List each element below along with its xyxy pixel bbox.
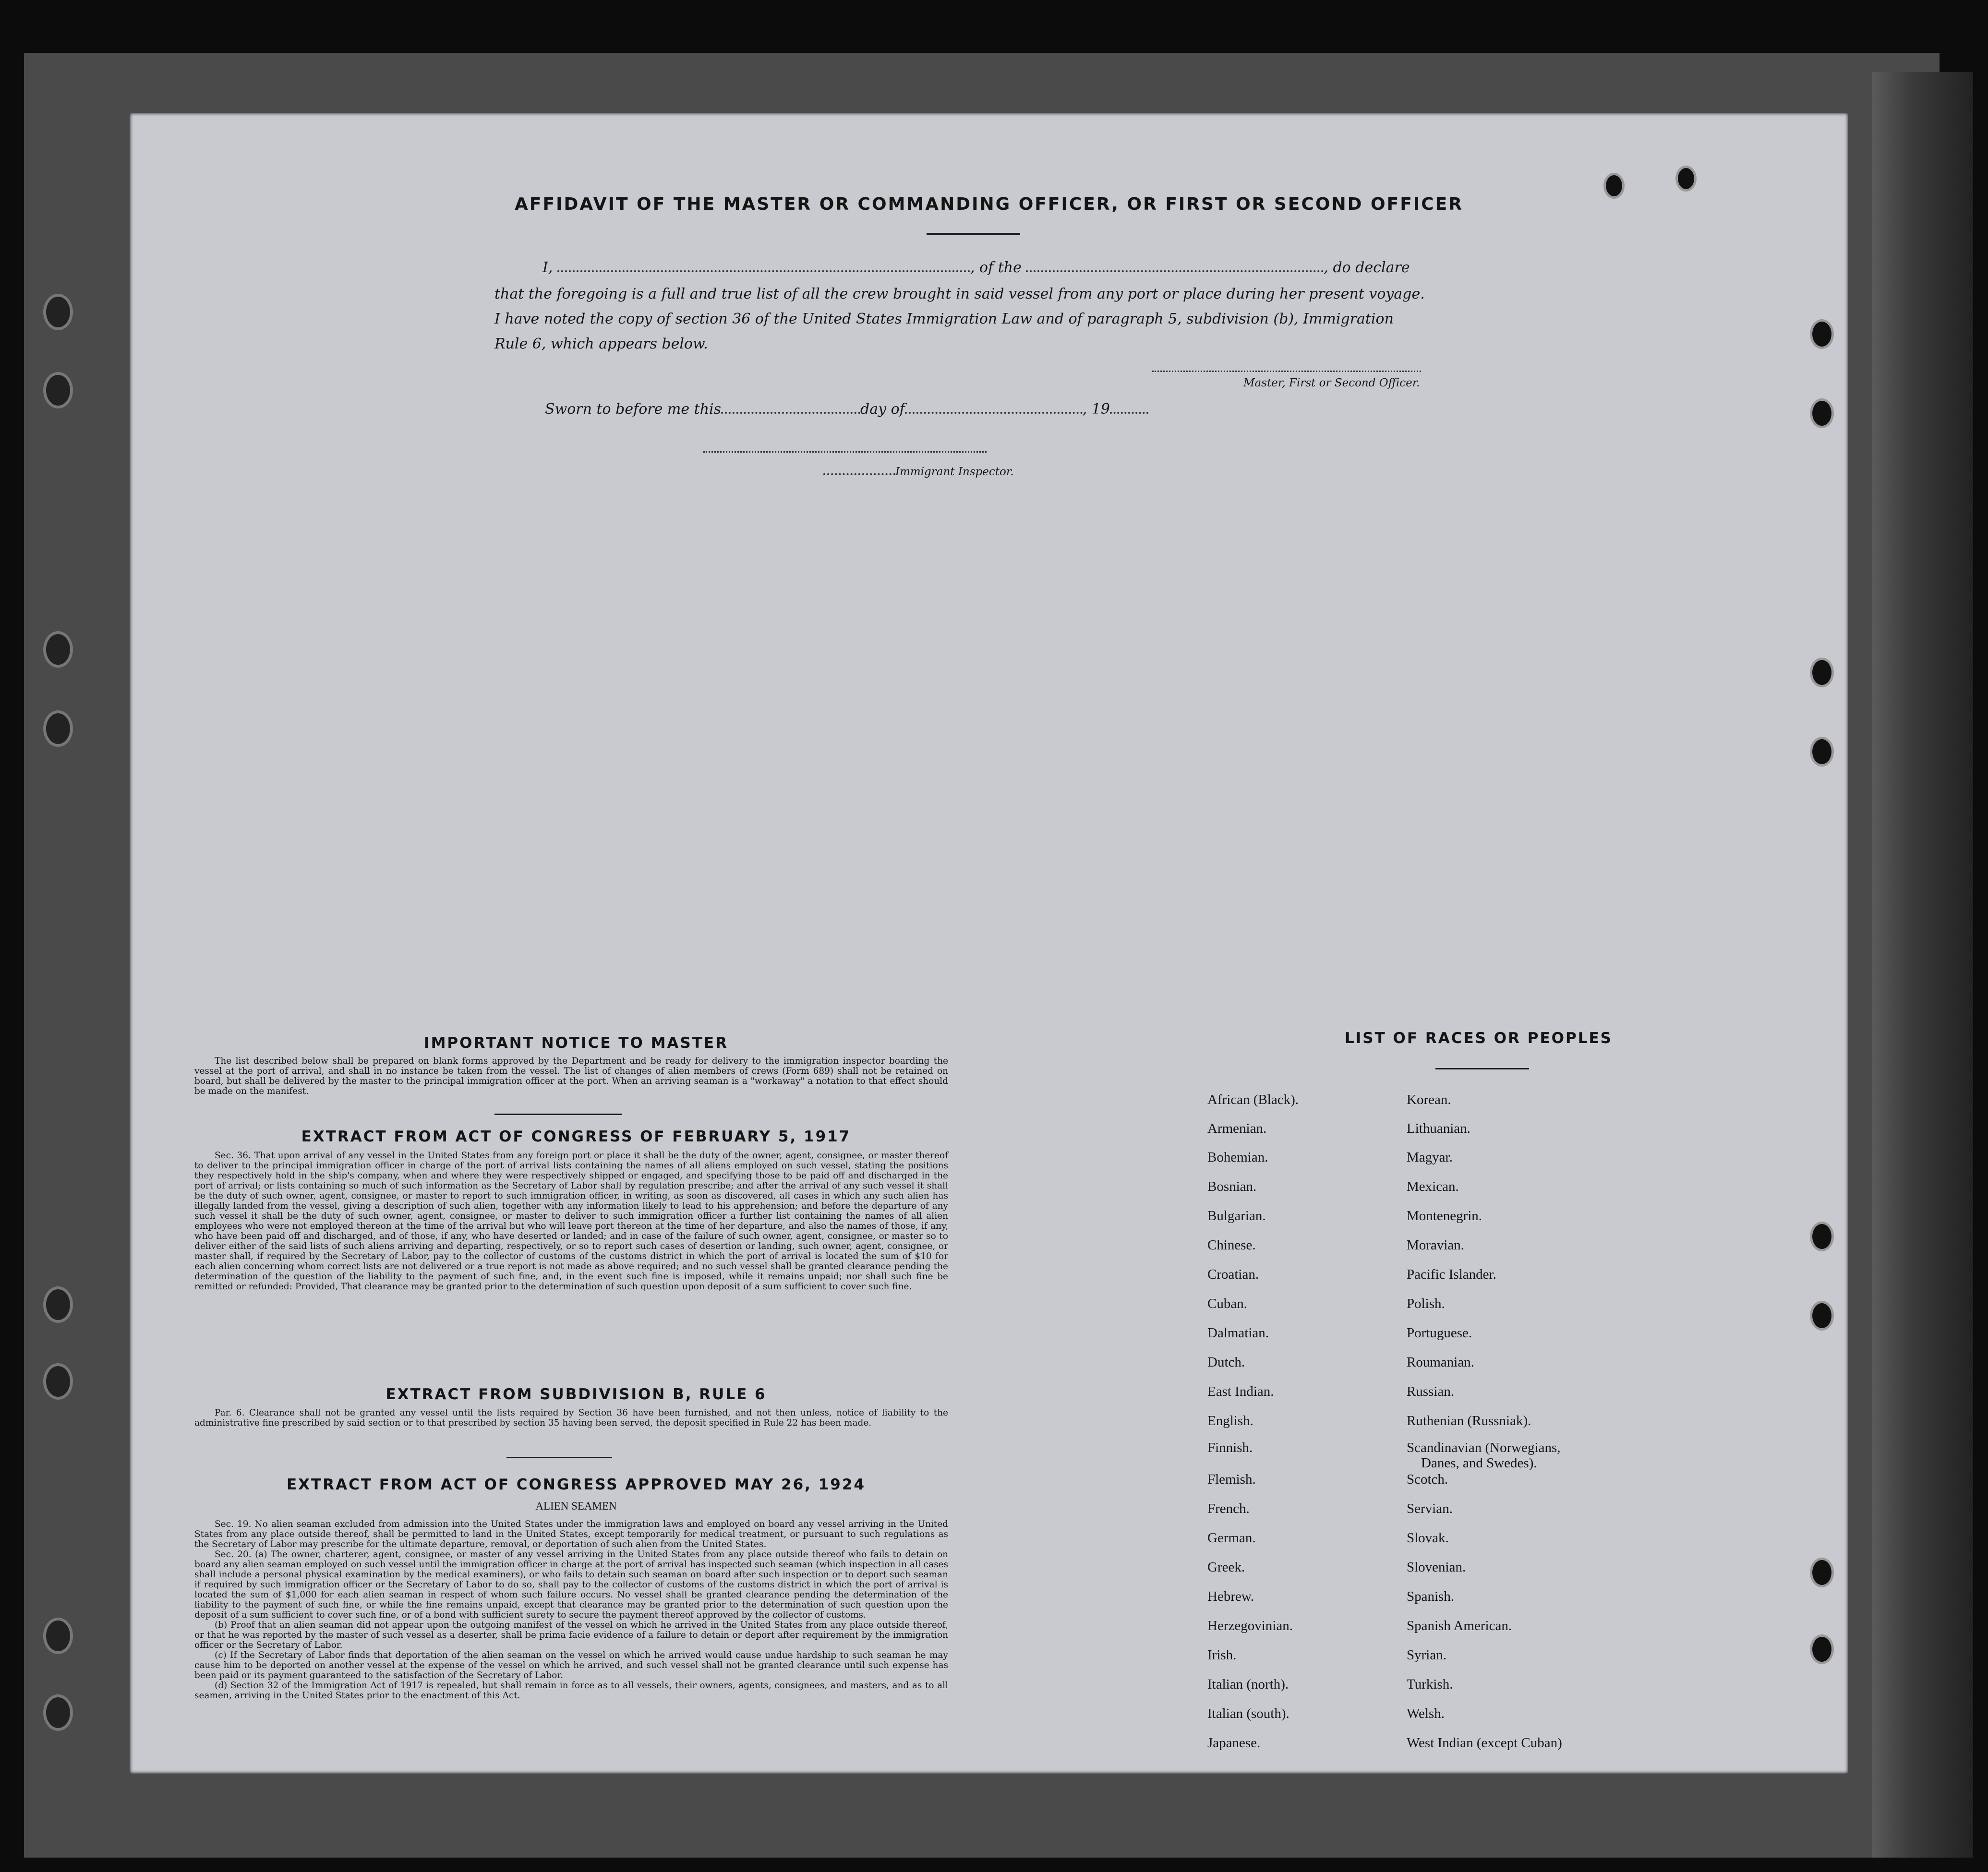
signature-caption: Master, First or Second Officer.	[1243, 377, 1420, 389]
extract-1924-title: EXTRACT FROM ACT OF CONGRESS APPROVED MAY 26, 1924	[286, 1476, 866, 1493]
race-item: Slovak.	[1407, 1530, 1449, 1546]
do-declare-label: , do declare	[1324, 259, 1410, 276]
race-item: Greek.	[1207, 1560, 1245, 1575]
race-item: West Indian (except Cuban)	[1407, 1735, 1562, 1751]
race-item: Bohemian.	[1207, 1150, 1268, 1165]
race-item: Dalmatian.	[1207, 1325, 1269, 1341]
race-item: Irish.	[1207, 1647, 1237, 1663]
race-item: Lithuanian.	[1407, 1121, 1470, 1136]
race-item: Russian.	[1407, 1384, 1455, 1399]
race-item: Danes, and Swedes).	[1421, 1455, 1537, 1471]
race-item: Cuban.	[1207, 1296, 1247, 1311]
punch-hole	[43, 1618, 73, 1654]
affidavit-line-3: I have noted the copy of section 36 of the United States Immigration Law and of paragraph 5, subdivision (b), Immigration	[494, 311, 1394, 327]
punch-hole	[43, 372, 73, 408]
sworn-line	[545, 401, 1148, 418]
race-item: Bosnian.	[1207, 1179, 1257, 1194]
punch-hole	[1810, 1634, 1834, 1664]
race-item: Slovenian.	[1407, 1560, 1466, 1575]
name-field[interactable]	[557, 260, 970, 272]
punch-hole	[1810, 319, 1834, 349]
race-item: Bulgarian.	[1207, 1208, 1266, 1224]
month-field[interactable]	[905, 401, 1083, 414]
race-item: Dutch.	[1207, 1355, 1245, 1370]
notice-text: The list described below shall be prepared on blank forms approved by the Department and be ready for delivery to the immigration inspector boarding the vessel at the port of arrival, and shall in no instance be taken from the vessel. The list of changes of alien members of crews (Form 689) shall not be retained on board, but shall be delivered by the master to the principal immigration officer at the port. When an arriving seaman is a "workaway" a notation to that effect should be made on the manifest.	[194, 1056, 948, 1096]
race-item: Ruthenian (Russniak).	[1407, 1413, 1531, 1428]
race-item: Montenegrin.	[1407, 1208, 1482, 1224]
extract-1924-paragraph: (d) Section 32 of the Immigration Act of 1917 is repealed, but shall remain in force as to all vessels, their owners, agents, consignees, and masters, and as to all seamen, arriving in the United States prior to the enactment of this Act.	[194, 1680, 948, 1701]
race-item: Turkish.	[1407, 1677, 1453, 1692]
race-item: Portuguese.	[1407, 1325, 1472, 1341]
punch-hole	[43, 710, 73, 747]
extract-1924-body	[194, 1519, 948, 1701]
divider	[1435, 1068, 1529, 1069]
race-item: Italian (south).	[1207, 1706, 1289, 1721]
race-item: Spanish American.	[1407, 1618, 1512, 1633]
vessel-field[interactable]	[1026, 260, 1324, 272]
binder-edge	[1872, 72, 1973, 1858]
punch-hole	[1675, 166, 1697, 192]
races-title: LIST OF RACES OR PEOPLES	[1344, 1030, 1613, 1047]
punch-hole	[1810, 1558, 1834, 1587]
document-sheet	[130, 113, 1848, 1774]
affidavit-title: AFFIDAVIT OF THE MASTER OR COMMANDING OFFICER, OR FIRST OR SECOND OFFICER	[515, 194, 1463, 214]
race-item: Finnish.	[1207, 1440, 1253, 1455]
race-item: Korean.	[1407, 1092, 1451, 1107]
race-item: Scotch.	[1407, 1472, 1448, 1487]
punch-hole	[43, 1694, 73, 1731]
sworn-label: Sworn to before me this	[545, 401, 722, 418]
race-item: African (Black).	[1207, 1092, 1299, 1107]
race-item: Herzegovinian.	[1207, 1618, 1293, 1633]
race-item: Hebrew.	[1207, 1589, 1254, 1604]
alien-seamen-subtitle: ALIEN SEAMEN	[535, 1500, 617, 1512]
day-of-label: day of	[860, 401, 905, 418]
subdivision-text: Par. 6. Clearance shall not be granted any vessel until the lists required by Section 36 have been furnished, and not then unless, notice of liability to the administrative fine prescribed by said section or to that prescribed by section 35 having been served, the deposit specified in Rule 22 has been made.	[194, 1408, 948, 1428]
inspector-caption	[823, 466, 1014, 478]
punch-hole	[1810, 1222, 1834, 1251]
affidavit-line-2: that the foregoing is a full and true list of all the crew brought in said vessel from any port or place during her present voyage.	[494, 286, 1425, 302]
extract-1917-title: EXTRACT FROM ACT OF CONGRESS OF FEBRUARY 5, 1917	[301, 1128, 851, 1145]
inspector-dots	[823, 467, 895, 475]
notice-title: IMPORTANT NOTICE TO MASTER	[424, 1034, 728, 1052]
race-item: Magyar.	[1407, 1150, 1453, 1165]
race-item: Moravian.	[1407, 1237, 1464, 1253]
punch-hole	[1810, 1301, 1834, 1331]
inspector-caption-text: Immigrant Inspector.	[895, 466, 1014, 478]
race-item: Roumanian.	[1407, 1355, 1474, 1370]
race-item: Pacific Islander.	[1407, 1267, 1496, 1282]
year-field[interactable]	[1110, 401, 1148, 414]
inspector-signature-line[interactable]	[703, 451, 987, 453]
divider	[506, 1457, 612, 1458]
race-item: Croatian.	[1207, 1267, 1259, 1282]
year-label: , 19	[1082, 401, 1110, 418]
race-item: East Indian.	[1207, 1384, 1274, 1399]
extract-1924-paragraph: Sec. 19. No alien seaman excluded from admission into the United States under the immigration laws and employed on board any vessel arriving in the United States from any place outside thereof, shall be permitted to land in the United States, except temporarily for medical treatment, or pursuant to such regulations as the Secretary of Labor may prescribe for the ultimate departure, removal, or deportation of such alien from the United States.	[194, 1519, 948, 1549]
signature-line[interactable]	[1152, 371, 1421, 372]
extract-1924-paragraph: (c) If the Secretary of Labor finds that deportation of the alien seaman on the vessel on which he arrived would cause undue hardship to such seaman he may cause him to be deported on another vessel at the expense of the vessel on which he arrived, and such vessel shall not be granted clearance until such expense has been paid or its payment guaranteed to the satisfaction of the Secretary of Labor.	[194, 1650, 948, 1680]
race-item: Chinese.	[1207, 1237, 1256, 1253]
race-item: Welsh.	[1407, 1706, 1445, 1721]
race-item: Polish.	[1407, 1296, 1445, 1311]
punch-hole	[1810, 398, 1834, 428]
race-item: Servian.	[1407, 1501, 1453, 1516]
race-item: German.	[1207, 1530, 1256, 1546]
i-label: I,	[542, 259, 553, 276]
race-item: English.	[1207, 1413, 1253, 1428]
race-item: Italian (north).	[1207, 1677, 1289, 1692]
divider	[927, 233, 1020, 235]
punch-hole	[1810, 658, 1834, 687]
punch-hole	[43, 1286, 73, 1323]
extract-1917-text: Sec. 36. That upon arrival of any vessel in the United States from any foreign port or place it shall be the duty of the owner, agent, consignee, or master thereof to deliver to the principal immigration officer in charge of the port of arrival lists containing the names of all aliens employed on such vessel, stating the positions they respectively hold in the ship's company, when and where they were respectively shipped or engaged, and specifying those to be paid off and discharged in the port of arrival; or lists containing so much of such information as the Secretary of Labor shall by regulation prescribe; and after the arrival of any such vessel it shall be the duty of such owner, agent, consignee, or master to report to such immigration officer, in writing, as soon as discovered, all cases in which any such alien has illegally landed from the vessel, giving a description of such alien, together with any information likely to lead to his apprehension; and before the departure of any such vessel it shall be the duty of such owner, agent, consignee, or master to deliver to such immigration officer a further list containing the names of all alien employees who were not employed thereon at the time of the arrival but who will leave port thereon at the time of her departure, and also the names of those, if any, who have been paid off and discharged, and of those, if any, who have deserted or landed; and in case of the failure of such owner, agent, consignee, or master so to deliver either of the said lists of such aliens arriving and departing, respectively, or so to report such cases of desertion or landing, such owner, agent, consignee, or master shall, if required by the Secretary of Labor, pay to the collector of customs of the customs district in which the port of arrival is located the sum of $10 for each alien concerning whom correct lists are not delivered or a true report is not made as above required; and no such vessel shall be granted clearance pending the determination of the question of the liability to the payment of such fine, and, in the event such fine is imposed, while it remains unpaid; nor shall such fine be remitted or refunded: Provided, That clearance may be granted prior to the determination of such question upon deposit of a sum sufficient to cover such fine.	[194, 1151, 948, 1292]
punch-hole	[1810, 737, 1834, 767]
race-item: Spanish.	[1407, 1589, 1455, 1604]
of-the-label: , of the	[970, 259, 1022, 276]
race-item: Syrian.	[1407, 1647, 1446, 1663]
day-field[interactable]	[721, 401, 860, 414]
race-item: Flemish.	[1207, 1472, 1256, 1487]
subdivision-title: EXTRACT FROM SUBDIVISION B, RULE 6	[386, 1386, 767, 1403]
race-item: Japanese.	[1207, 1735, 1261, 1751]
race-item: French.	[1207, 1501, 1250, 1516]
punch-hole	[43, 631, 73, 668]
extract-1924-paragraph: Sec. 20. (a) The owner, charterer, agent, consignee, or master of any vessel arriving in the United States from any place outside thereof who fails to detain on board any alien seaman employed on such vessel until the immigration officer in charge at the port of arrival has inspected such seaman (which inspection in all cases shall include a personal physical examination by the medical examiners), or who fails to detain such seaman on board after such inspection or to deport such seaman if required by such immigration officer or the Secretary of Labor to do so, shall pay to the collector of customs of the customs district in which the port of arrival is located the sum of $1,000 for each alien seaman in respect of whom such failure occurs. No vessel shall be granted clearance pending the determination of the liability to the payment of such fine, or while the fine remains unpaid, except that clearance may be granted prior to the determination of such question upon the deposit of a sum sufficient to cover such fine, or of a bond with sufficient surety to secure the payment thereof approved by the collector of customs.	[194, 1549, 948, 1620]
punch-hole	[43, 1363, 73, 1400]
affidavit-line-1	[542, 259, 1410, 276]
punch-hole	[43, 294, 73, 330]
race-item: Mexican.	[1407, 1179, 1459, 1194]
extract-1924-paragraph: (b) Proof that an alien seaman did not appear upon the outgoing manifest of the vessel on which he arrived in the United States from any place outside thereof, or that he was reported by the master of such vessel as a deserter, shall be prima facie evidence of a failure to detain or deport after requirement by the immigration officer or the Secretary of Labor.	[194, 1620, 948, 1650]
affidavit-line-4: Rule 6, which appears below.	[494, 336, 708, 352]
race-item: Armenian.	[1207, 1121, 1267, 1136]
divider	[494, 1114, 622, 1115]
race-item: Scandinavian (Norwegians,	[1407, 1440, 1561, 1455]
